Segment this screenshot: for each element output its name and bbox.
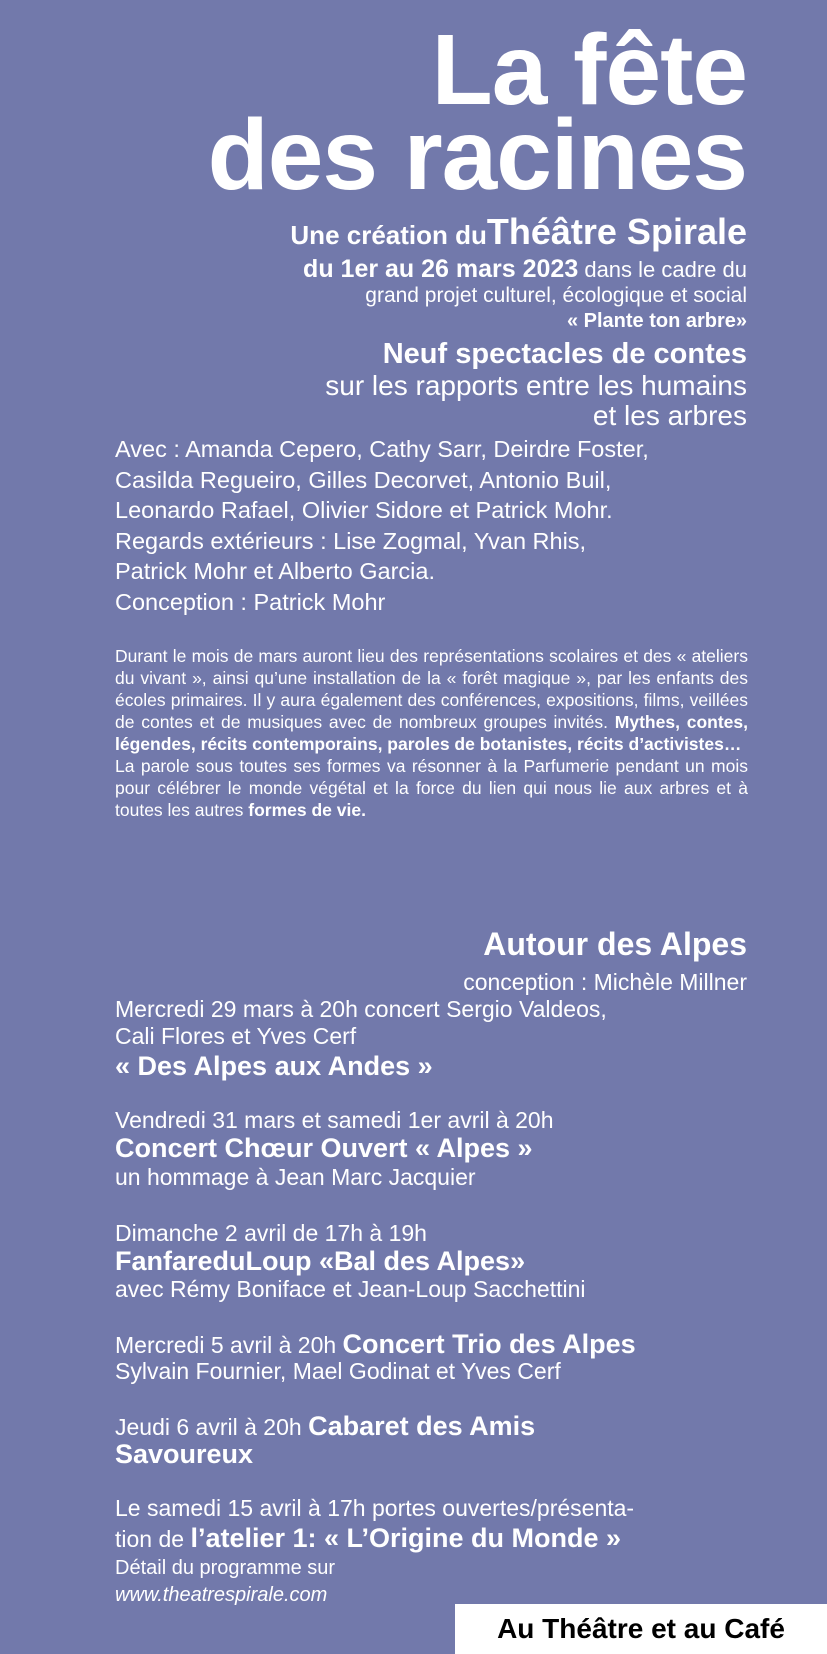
shows-subheading-1: sur les rapports entre les humains bbox=[325, 370, 747, 401]
shows-subheading-2: et les arbres bbox=[592, 400, 747, 431]
event-3-subtitle: avec Rémy Boniface et Jean-Loup Sacchettini bbox=[115, 1276, 586, 1302]
creation-line bbox=[290, 212, 747, 260]
credits-line: Leonardo Rafael, Olivier Sidore et Patrick Mohr. bbox=[115, 497, 613, 523]
description-highlight: Mythes, contes, légendes, récits contemporains, paroles de botanistes, récits d’activistes… bbox=[115, 712, 748, 754]
event-6-line-2 bbox=[115, 1522, 621, 1559]
event-1-title: « Des Alpes aux Andes » bbox=[115, 1051, 433, 1081]
event-1-line-2: Cali Flores et Yves Cerf bbox=[115, 1023, 357, 1049]
alpes-conception: conception : Michèle Millner bbox=[463, 969, 747, 995]
credits-line: Conception : Patrick Mohr bbox=[115, 588, 386, 615]
event-2-title: Concert Chœur Ouvert « Alpes » bbox=[115, 1133, 533, 1163]
program-url-link[interactable]: www.theatrespirale.com bbox=[115, 1584, 328, 1606]
credits-line: Avec : Amanda Cepero, Cathy Sarr, Deirdre Foster, bbox=[115, 436, 649, 462]
description-paragraph-1 bbox=[115, 645, 748, 755]
event-5-title: Cabaret des Amis bbox=[308, 1411, 536, 1441]
event-4-subtitle: Sylvain Fournier, Mael Godinat et Yves Cerf bbox=[115, 1358, 561, 1384]
theatre-name: Théâtre Spirale bbox=[486, 211, 747, 252]
alpes-heading: Autour des Alpes bbox=[483, 926, 747, 962]
event-5-title-cont: Savoureux bbox=[115, 1439, 254, 1469]
description bbox=[115, 645, 748, 821]
description-text: Durant le mois de mars auront lieu des représentations scolaires et des « ateliers du vivant », ainsi qu’une installation de la « forêt magique », par les enfants des écoles primaires. Il y aura également des conférences, expositions, films, veillées de contes et de musiques avec de nombreux groupes invités. bbox=[115, 646, 748, 732]
event-3-title: FanfareduLoup «Bal des Alpes» bbox=[115, 1246, 526, 1276]
description-highlight: formes de vie. bbox=[248, 800, 366, 820]
shows-heading: Neuf spectacles de contes bbox=[382, 338, 747, 370]
title-line-2: des racines bbox=[207, 99, 747, 211]
dates: du 1er au 26 mars 2023 bbox=[303, 255, 579, 283]
context-suffix: dans le cadre du bbox=[578, 257, 747, 282]
event-6-prefix: tion de bbox=[115, 1526, 191, 1552]
description-text: La parole sous toutes ses formes va résonner à la Parfumerie pendant un mois pour célébrer le monde végétal et la force du lien qui nous lie aux arbres et à toutes les autres bbox=[115, 756, 748, 820]
event-6-title: l’atelier 1: « L’Origine du Monde » bbox=[190, 1523, 622, 1553]
credits-line: Casilda Regueiro, Gilles Decorvet, Antonio Buil, bbox=[115, 466, 612, 493]
program-label: Détail du programme sur bbox=[115, 1557, 336, 1579]
creation-prefix: Une création du bbox=[290, 220, 487, 250]
footer-label: Au Théâtre et au Café bbox=[455, 1604, 827, 1654]
title-line-1: La fête bbox=[431, 14, 747, 126]
event-1-line-1: Mercredi 29 mars à 20h concert Sergio Valdeos, bbox=[115, 996, 607, 1022]
event-4-title: Concert Trio des Alpes bbox=[342, 1329, 636, 1359]
credits-line: Regards extérieurs : Lise Zogmal, Yvan Rhis, bbox=[115, 527, 587, 554]
credits bbox=[115, 434, 649, 617]
project-line: grand projet culturel, écologique et social bbox=[365, 284, 747, 307]
event-2-date: Vendredi 31 mars et samedi 1er avril à 20h bbox=[115, 1107, 554, 1133]
credits-line: Patrick Mohr et Alberto Garcia. bbox=[115, 558, 435, 584]
event-4-date: Mercredi 5 avril à 20h bbox=[115, 1332, 343, 1358]
event-6-line-1: Le samedi 15 avril à 17h portes ouvertes/présenta- bbox=[115, 1495, 635, 1521]
event-5-date: Jeudi 6 avril à 20h bbox=[115, 1414, 309, 1440]
description-paragraph-2 bbox=[115, 755, 748, 821]
project-name: « Plante ton arbre» bbox=[566, 310, 747, 332]
event-3-date: Dimanche 2 avril de 17h à 19h bbox=[115, 1220, 427, 1246]
event-2-subtitle: un hommage à Jean Marc Jacquier bbox=[115, 1164, 476, 1190]
